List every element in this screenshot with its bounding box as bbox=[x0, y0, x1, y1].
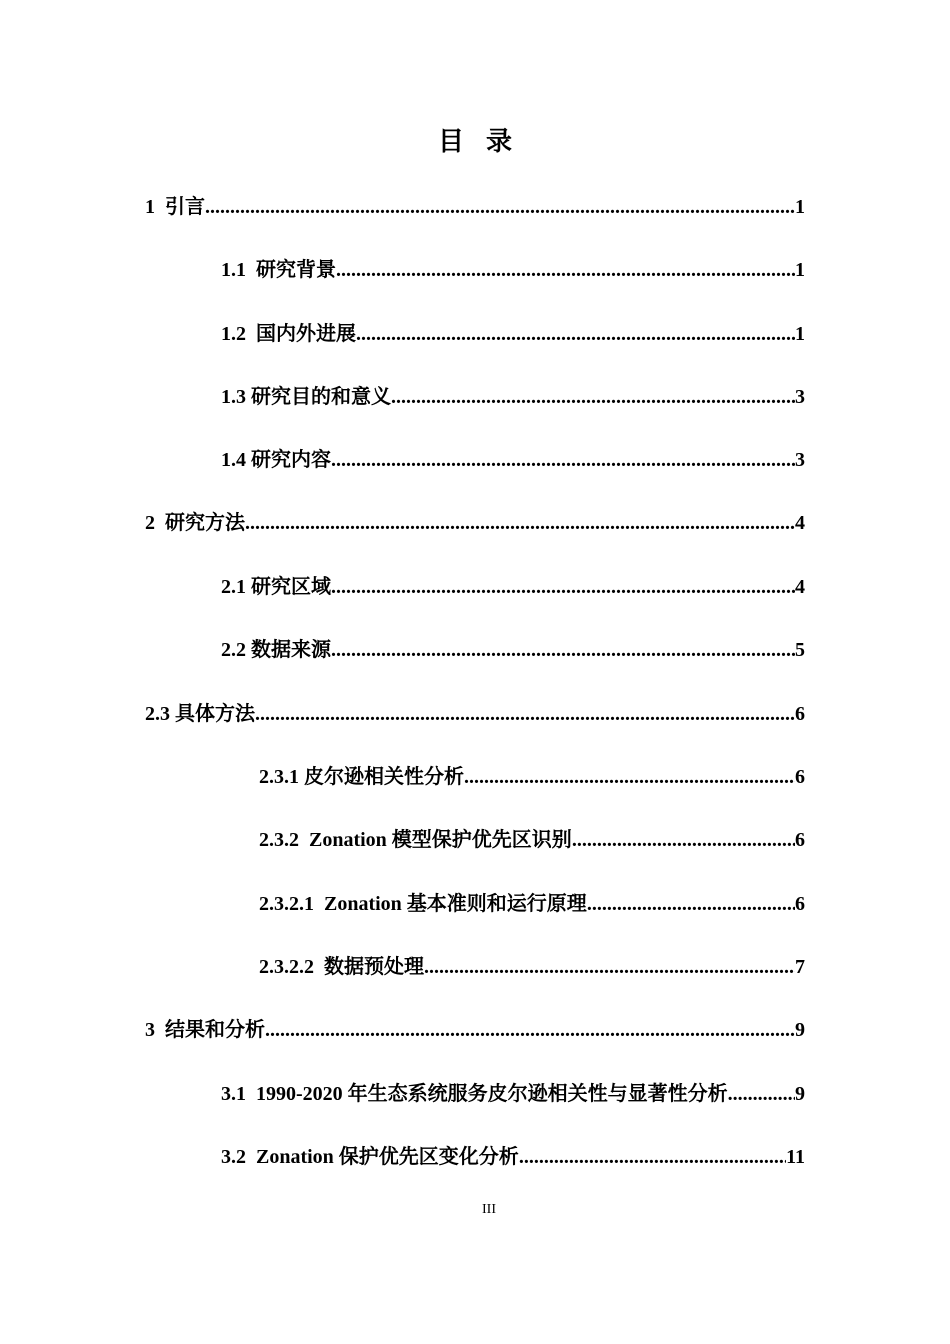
toc-entry-page: 3 bbox=[795, 449, 805, 471]
toc-entry-3-2[interactable] bbox=[221, 1143, 805, 1171]
toc-leader-dots bbox=[245, 509, 795, 537]
toc-entry-label: 研究区域 bbox=[251, 576, 331, 598]
toc-entry-label: 数据来源 bbox=[251, 639, 331, 661]
toc-entry-number: 1.4 bbox=[221, 449, 251, 471]
toc-entry-number: 3.2 bbox=[221, 1146, 256, 1168]
toc-entry-label: 结果和分析 bbox=[165, 1019, 265, 1041]
toc-leader-dots bbox=[265, 1016, 795, 1044]
toc-entry-number: 2.3.2 bbox=[259, 829, 309, 851]
toc-entry-page: 1 bbox=[795, 323, 805, 345]
toc-entry-1-1[interactable] bbox=[221, 256, 805, 284]
toc-entry-page: 11 bbox=[786, 1146, 805, 1168]
toc-entry-3[interactable] bbox=[145, 1016, 805, 1044]
toc-entry-page: 6 bbox=[795, 766, 805, 788]
toc-entry-page: 3 bbox=[795, 386, 805, 408]
toc-leader-dots bbox=[331, 446, 795, 474]
toc-entry-label: 1990-2020 年生态系统服务皮尔逊相关性与显著性分析 bbox=[256, 1083, 728, 1105]
toc-leader-dots bbox=[356, 320, 795, 348]
toc-title-char-1: 目 bbox=[437, 127, 464, 156]
toc-leader-dots bbox=[205, 193, 795, 221]
toc-entry-2-2[interactable] bbox=[221, 636, 805, 664]
toc-entry-number: 2.2 bbox=[221, 639, 251, 661]
toc-leader-dots bbox=[519, 1143, 786, 1171]
toc-entry-label: 数据预处理 bbox=[324, 956, 424, 978]
toc-entry-page: 4 bbox=[795, 512, 805, 534]
toc-entry-number: 2 bbox=[145, 512, 165, 534]
toc-entry-2-3-2[interactable] bbox=[259, 826, 805, 854]
toc-entry-2-3-1[interactable] bbox=[259, 763, 805, 791]
toc-entry-page: 9 bbox=[795, 1083, 805, 1105]
toc-entry-2[interactable] bbox=[145, 509, 805, 537]
toc-leader-dots bbox=[572, 826, 795, 854]
toc-entry-2-1[interactable] bbox=[221, 573, 805, 601]
toc-entry-page: 4 bbox=[795, 576, 805, 598]
toc-entry-number: 2.3.2.1 bbox=[259, 893, 324, 915]
toc-entry-page: 1 bbox=[795, 196, 805, 218]
toc-entry-label: 引言 bbox=[165, 196, 205, 218]
toc-entry-page: 6 bbox=[795, 703, 805, 725]
toc-leader-dots bbox=[255, 700, 795, 728]
toc-leader-dots bbox=[587, 890, 795, 918]
toc-entry-label: 研究内容 bbox=[251, 449, 331, 471]
toc-entry-label: 研究目的和意义 bbox=[251, 386, 391, 408]
toc-entry-number: 2.3.2.2 bbox=[259, 956, 324, 978]
toc-entry-2-3[interactable] bbox=[145, 700, 805, 728]
toc-entry-number: 3 bbox=[145, 1019, 165, 1041]
toc-entry-3-1[interactable] bbox=[221, 1080, 805, 1108]
toc-entry-label: 皮尔逊相关性分析 bbox=[304, 766, 464, 788]
toc-entry-label: 研究方法 bbox=[165, 512, 245, 534]
toc-entry-page: 6 bbox=[795, 829, 805, 851]
toc-leader-dots bbox=[331, 636, 795, 664]
toc-entry-page: 5 bbox=[795, 639, 805, 661]
toc-leader-dots bbox=[391, 383, 795, 411]
toc-entry-number: 1.3 bbox=[221, 386, 251, 408]
toc-entry-1[interactable] bbox=[145, 193, 805, 221]
toc-entry-label: Zonation 基本准则和运行原理 bbox=[324, 893, 587, 915]
toc-title-char-2: 录 bbox=[486, 127, 513, 156]
toc-leader-dots bbox=[728, 1080, 795, 1108]
toc-entry-number: 3.1 bbox=[221, 1083, 256, 1105]
toc-entry-number: 1.2 bbox=[221, 323, 256, 345]
toc-entry-number: 1.1 bbox=[221, 259, 256, 281]
toc-entry-1-4[interactable] bbox=[221, 446, 805, 474]
toc-entry-number: 2.3.1 bbox=[259, 766, 304, 788]
toc-entry-1-3[interactable] bbox=[221, 383, 805, 411]
toc-entry-page: 7 bbox=[795, 956, 805, 978]
toc-entry-label: Zonation 模型保护优先区识别 bbox=[309, 829, 572, 851]
toc-entry-label: Zonation 保护优先区变化分析 bbox=[256, 1146, 519, 1168]
toc-entry-page: 1 bbox=[795, 259, 805, 281]
toc-entry-label: 研究背景 bbox=[256, 259, 336, 281]
toc-entry-number: 1 bbox=[145, 196, 165, 218]
toc-entry-1-2[interactable] bbox=[221, 320, 805, 348]
toc-entry-page: 6 bbox=[795, 893, 805, 915]
toc-entry-page: 9 bbox=[795, 1019, 805, 1041]
toc-leader-dots bbox=[331, 573, 795, 601]
toc-leader-dots bbox=[336, 256, 795, 284]
toc-entry-number: 2.1 bbox=[221, 576, 251, 598]
toc-entry-2-3-2-1[interactable] bbox=[259, 890, 805, 918]
toc-entry-label: 具体方法 bbox=[175, 703, 255, 725]
toc-leader-dots bbox=[464, 763, 795, 791]
toc-entry-2-3-2-2[interactable] bbox=[259, 953, 805, 981]
page-number-footer: III bbox=[482, 1202, 496, 1217]
toc-leader-dots bbox=[424, 953, 795, 981]
toc-title bbox=[0, 122, 950, 162]
toc-entry-number: 2.3 bbox=[145, 703, 175, 725]
toc-entry-label: 国内外进展 bbox=[256, 323, 356, 345]
